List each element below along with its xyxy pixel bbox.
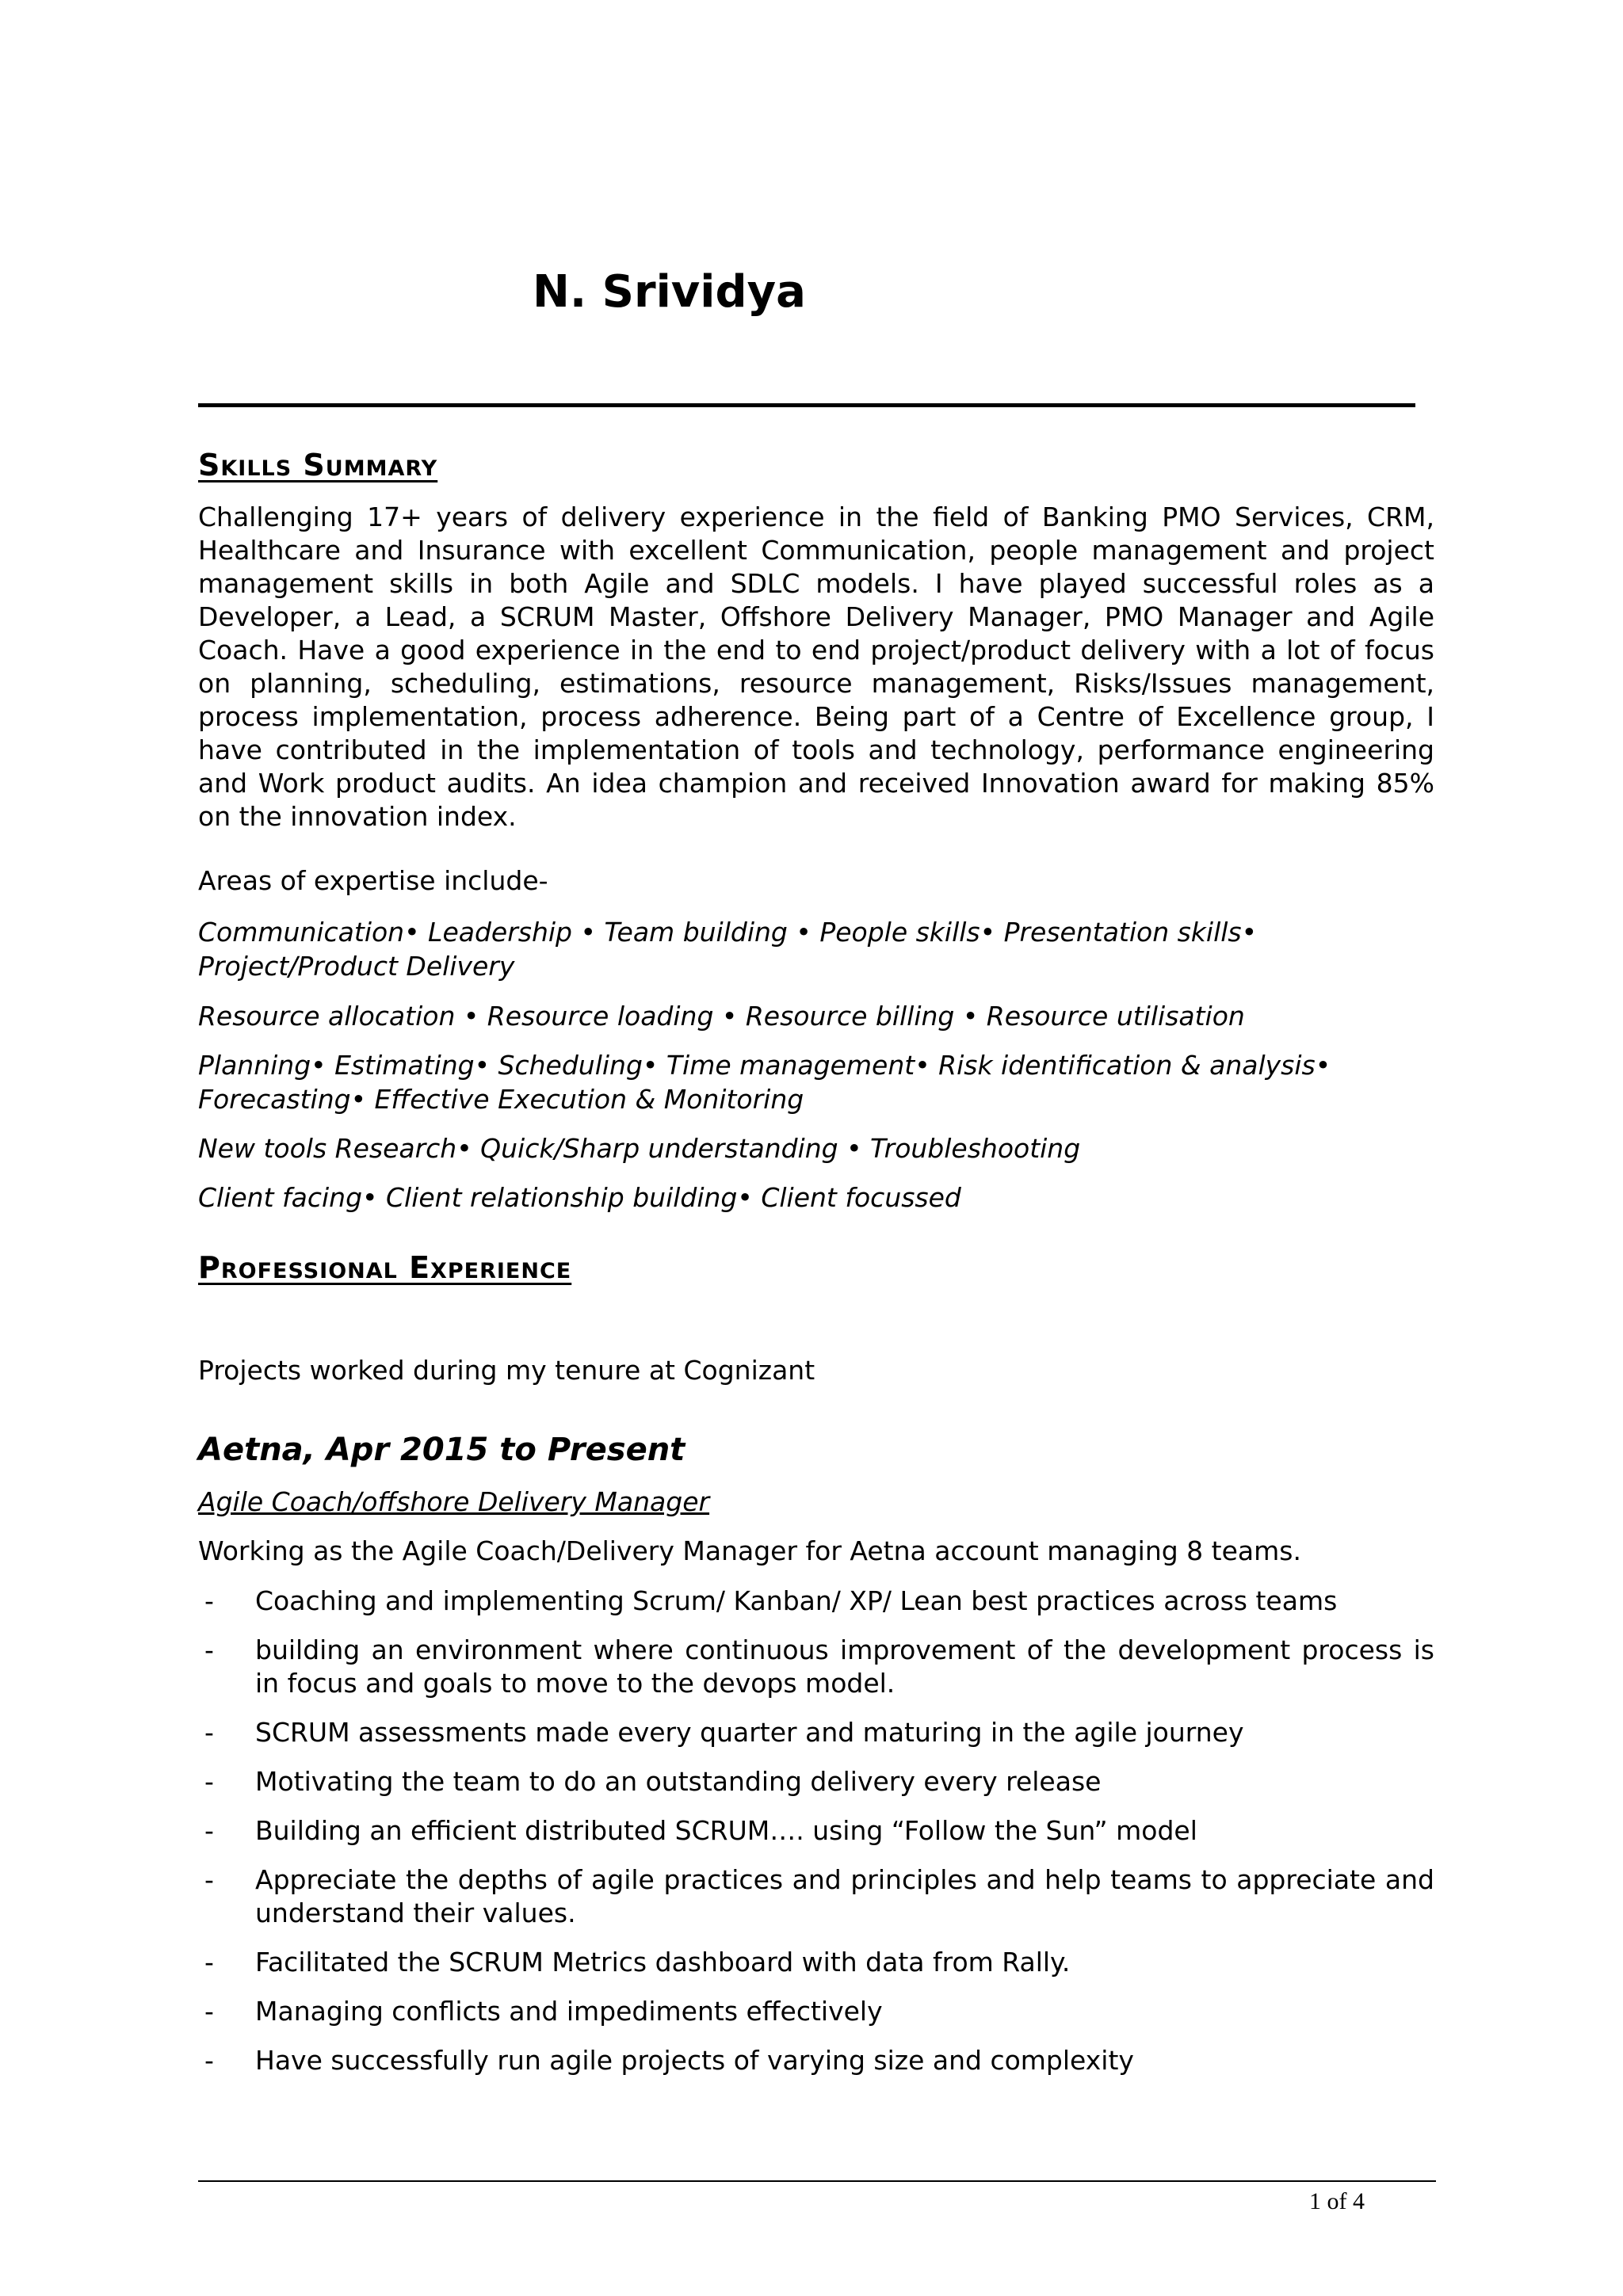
bullet-dash: -	[204, 1947, 214, 1978]
page-number: 1 of 4	[1309, 2188, 1365, 2214]
list-item	[198, 1814, 1434, 1848]
bullet-dash: -	[204, 1585, 214, 1616]
bullet-dash: -	[204, 1634, 214, 1665]
expertise-line: Planning• Estimating• Scheduling• Time management• Risk identification & analysis• Forecasting• Effective Execution & Monitoring	[198, 1050, 1331, 1115]
skills-summary-heading: Skills Summary	[198, 448, 438, 482]
list-item	[198, 1995, 1434, 2028]
footer-divider	[198, 2180, 1436, 2182]
expertise-intro: Areas of expertise include-	[198, 865, 548, 896]
experience-intro: Projects worked during my tenure at Cognizant	[198, 1355, 815, 1386]
list-item	[198, 1634, 1434, 1700]
bullet-dash: -	[204, 1864, 214, 1895]
list-item	[198, 1946, 1434, 1979]
list-item	[198, 1863, 1434, 1930]
bullet-dash: -	[204, 1996, 214, 2027]
project-summary: Working as the Agile Coach/Delivery Manager for Aetna account managing 8 teams.	[198, 1535, 1301, 1566]
bullet-dash: -	[204, 1766, 214, 1797]
list-item-text: Appreciate the depths of agile practices and principles and help teams to appreciate and understand their values.	[255, 1864, 1434, 1928]
expertise-line: Client facing• Client relationship building• Client focussed	[198, 1182, 961, 1213]
list-item-text: SCRUM assessments made every quarter and maturing in the agile journey	[255, 1717, 1244, 1748]
expertise-line: Resource allocation • Resource loading • Resource billing • Resource utilisation	[198, 1001, 1245, 1032]
bullet-dash: -	[204, 1717, 214, 1748]
list-item-text: Coaching and implementing Scrum/ Kanban/ XP/ Lean best practices across teams	[255, 1585, 1338, 1616]
list-item-text: Motivating the team to do an outstanding delivery every release	[255, 1766, 1102, 1797]
project-responsibilities-list	[198, 1585, 1434, 2093]
list-item-text: Building an efficient distributed SCRUM…. using “Follow the Sun” model	[255, 1815, 1197, 1846]
header-divider	[198, 403, 1415, 407]
list-item	[198, 2044, 1434, 2077]
professional-experience-heading: Professional Experience	[198, 1250, 572, 1285]
list-item-text: building an environment where continuous improvement of the development process is in focus and goals to move to the devops model.	[255, 1634, 1434, 1699]
candidate-name: N. Srividya	[533, 266, 806, 318]
skills-summary-paragraph: Challenging 17+ years of delivery experience in the field of Banking PMO Services, CRM, Healthcare and Insurance with excellent Communication, people management and project management skills in both Agile and SDLC models. I have played successful roles as a Developer, a Lead, a SCRUM Master, Offshore Delivery Manager, PMO Manager and Agile Coach. Have a good experience in the end to end project/product delivery with a lot of focus on planning, scheduling, estimations, resource management, Risks/Issues management, process implementation, process adherence. Being part of a Centre of Excellence group, I have contributed in the implementation of tools and technology, performance engineering and Work product audits. An idea champion and received Innovation award for making 85% on the innovation index.	[198, 502, 1434, 832]
bullet-dash: -	[204, 2045, 214, 2076]
project-role: Agile Coach/offshore Delivery Manager	[198, 1486, 710, 1517]
project-title: Aetna, Apr 2015 to Present	[198, 1432, 685, 1468]
list-item-text: Managing conflicts and impediments effectively	[255, 1996, 883, 2027]
expertise-line: New tools Research• Quick/Sharp understanding • Troubleshooting	[198, 1133, 1081, 1164]
list-item	[198, 1765, 1434, 1798]
bullet-dash: -	[204, 1815, 214, 1846]
list-item-text: Facilitated the SCRUM Metrics dashboard with data from Rally.	[255, 1947, 1071, 1978]
expertise-line: Communication• Leadership • Team building • People skills• Presentation skills• Project/Product Delivery	[198, 917, 1258, 982]
list-item	[198, 1716, 1434, 1749]
list-item-text: Have successfully run agile projects of varying size and complexity	[255, 2045, 1134, 2076]
list-item	[198, 1585, 1434, 1618]
